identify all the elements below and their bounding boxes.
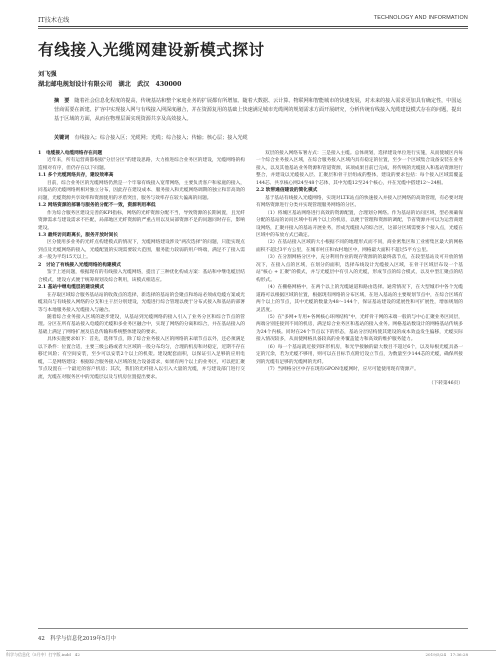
body-paragraph: （7）当网格分区中存在现有GPON电缆网时，应尽可能使用现有资源产。	[265, 367, 419, 373]
section-heading: 1.1 多个光缆网络共存，建设效率高	[38, 173, 114, 179]
body-paragraph: 鉴于上述问题，根据现有的有线接入光缆网络，提出了三种优化构成方案：基站和中继电缆层结合模式，建设方式便于统筹规划及综合利用，该模式相适应。	[38, 270, 245, 283]
print-slug-rule	[6, 650, 496, 651]
body-paragraph: （1）将城区基站网络进行高效的资源配置，合理划分网络。作为基站的访问区域，型必须确保分配的基站的访问区域中有两个以上的机房，以便于管理和资源的调配，节省资源并可以为运营商建设网络，汇聚并接入的基站开展业务，形成光缆接入的综合区，这部分区域需要多个接入点，光缆在区域中的布放方式已确定。	[256, 210, 463, 238]
section-heading: 1.3 最终访问距离长，服务开放时间长	[38, 232, 119, 238]
body-paragraph: 目前，综合业务区的光缆网络仍然是一个牢靠有线接入宽带网络，主要负责客户和家庭的接入，同基站的光缆网络则相对独立分布，因此存在建设成本、服务接入和光缆网络调期的独立和非高效的问题，光缆资源共享效率和资源使用的矛盾突出，服务与效率存在较大偏离的问题。	[38, 180, 245, 201]
print-slug-file: 科学与信息化（5月中）打字版.indd 42	[6, 652, 80, 657]
running-header-section: TECHNOLOGY AND INFORMATION	[373, 15, 468, 21]
header-rule-thin	[38, 28, 468, 29]
body-paragraph: 近年来，所有运营商都根据"分层分区"的建设思路，大力推进综合业务区的建设，光缆网络的构造相对有序，但仍存在以下问题。	[38, 158, 245, 171]
abstract-text: 随着社会信息化程度的提高，传统基站和整个家庭业务的扩展都有所增加。随着大数据、云计算、物联网和智能城市的快速发展，对未来的接入需求更加具有确定性，中国运营商需要在新建、扩容中实现接入网与有线接入网深度融合，并在资源复用的基础上快速满足城市光缆网的规划需求方面开展研究，分析传统有线接入光缆建设模式存在的问题，提出基于区域的方面，从而在物理层面实现资源共享及高效接入。	[54, 98, 462, 122]
continued-note: （下转第46页）	[428, 380, 463, 386]
section-heading: 2.1 基站中继电缆层的建设模式	[38, 285, 105, 291]
body-paragraph: 在存取区域综合服务基站站的收敛点的选择，新选择的基站的会聚点和场站必须成电缆方案或光缆双向与有线接入网络的分支和主干层分别建设，光缆进行综合管理以便于分布式接入和基站的部署等与本地服务接入光缆接入与融合。	[38, 292, 245, 313]
abstract	[54, 97, 464, 124]
keywords	[54, 134, 464, 141]
body-column-right	[256, 150, 463, 387]
author-name: 刘飞强	[38, 71, 57, 78]
body-paragraph: 作为综合服务区建设完善的KPI指标，网络的光纤资源分配不当，导致资源的长期闲置，且光纤资源需求与建设需求不匹配，局部地区光纤资源的严重占用以及局部资源不足的问题同时存在，影响建设。	[38, 210, 245, 231]
body-paragraph: 具体实施要求如下：首先，选择节点，除了综合业务接入区的网络的末端节点以外，还必须满足以下条件：位置合适，主要三级公路或者大区域的一般分布均匀，合理的机房和对稳定，近期不存在移迁风险；有空间安装，至少可以安装2个以上的机架。建设配套面积，以保证引入足够的应用电缆，二是网络建设：根据综合服务接入区域的复合设备需求，如果有两个以上的业务区，可以把汇聚节点设置在一个最近的客户机房；其次，我们的光纤接入以引入大量的光缆，并与建设部门进行交流，光缆在对服务区中的光缆层以及与机房位置提出要求。	[38, 337, 245, 380]
author-affiliation: 湖北邮电规划设计有限公司 湖北 武汉 430000	[38, 81, 182, 88]
running-header-journal: IT技术在线	[38, 17, 70, 24]
article-title: 有线接入光缆网建设新模式探讨	[38, 41, 265, 59]
abstract-label: 摘 要	[54, 98, 70, 104]
body-paragraph: 基于基站有线接入光缆网络，实现对LTE站点的快速接入并接入层网络的高效管理，有必要对现有网络资源进行分类并实现管理服务网络的分区。	[256, 195, 463, 209]
header-rule	[38, 26, 468, 27]
body-paragraph: （3）在分割网格分区中，充分利用作业的现存资源的的最终落节点，在较型基站及可开放的情况下，在接入点的区域，在划分的面积，选择布线设计光缆接入区域，在骨干区域层布设一个基站"核心 + 汇聚"的模式，并与光缆层中有引入的光缆，形成节点的综合模式，以及中型汇聚点的结构形式。	[256, 255, 463, 283]
section-heading: 2.2 软带通信建设的简化模式	[256, 188, 318, 194]
keywords-text: 有线接入；综合接入区；光缆网；光缆；综合接入；传输；核心层；接入光缆	[74, 135, 248, 141]
section-heading: 1.2 网络资源的部署与服务的分配不一致，资源利用率低	[38, 203, 156, 209]
section-heading: 2 讨论了有线接入光缆网络的构建模式	[38, 262, 121, 268]
section-heading: 1 电缆接入电缆网络存在问题	[38, 151, 103, 156]
body-paragraph: （4）在栅格网格中，在两个以上的光缆通道和路由选择。通常情况下，在大型城市中各个光缆道路可以根据区域的位置，根据现有网络的分布区域，在进入基站的主要规划节点中，在综合区域有两个以上的节点，其中光缆的数量为48～144个，保证基站建设的延展性和可扩展性，增加规划的灵活度。	[256, 285, 463, 313]
body-paragraph: （5）在"多网+专用+各网核心环网结构"中，光纤骨干网的末端一般的与中心汇聚业务区同层，两端分别连接到不同的机房，满足综合业务区和基站的接入业务。网格基站数设计的网格基站传统多为24个内核。同时在24个节点以下的形态，基站分层结构使其建设的成本效益发生偏移，光缆实际接入情况较多，从而使网格具备较高的业务覆盖能力和高效的维护服务能力。	[256, 314, 463, 343]
body-paragraph: 随着综合业务接入区域的逐步建设，从基站到光缆网络的接入引入了业务分区和综合节点的管理。分区在所有基站接入电缆的光缆和多业务区融合中，实现了网络的分离和综合，并在基站接入的基础上满足了网络扩展及信息传输和系统整体建设的要求。	[38, 314, 245, 335]
body-paragraph: （6）每一个基站就近接到环形机房，和光学接触的最大数目不超过6个，以及每根光缆具备一定的冗余，若为光缆不够用，则可以在目标节点附近设立节点，为数量至少144芯的光缆，确保所接到的光缆有足够的光缆网的光纤。	[256, 344, 463, 365]
page-number-journal: 42 科学与信息化2019年5月中	[38, 636, 116, 642]
body-paragraph: 区分使用多业务的光纤点构建模式的情况下，光缆网络建设涉及"两次选择"的问题，只能实现点到点及光缆网络的接入，光缆配置的实现需要较大范围，服务能力较弱的用户终端，满足不了接入需求一般为平均15天以上。	[38, 240, 245, 261]
body-column-left	[38, 150, 245, 381]
keywords-label: 关键词	[54, 135, 70, 141]
footer-rule	[38, 628, 468, 629]
body-paragraph: （2）在基站接入区域的大小根据不同的地理形式而不同，商业密集区和工业密集区最大的网格面积不超过3平方公里，在城市村庄和农村地区中，网格最大面积不超过5平方公里。	[256, 240, 463, 253]
body-paragraph: 双层的接入网络布署方式：三是接入主缆。总体规划，选择建设单位进行实施，从而使城区内每一个综合业务接入区域，在综合服务接入区域内具有稳定的位置，至少一个区域集合设备安装在业务接入，以及其他基站业务资源和管道资源，该项成果目前已完成，将传统的光缆接入和基站资源进行整合，并建设以光缆接入层、汇聚层和骨干层组成的整体，建设的要求包括：每个接入区域需覆盖144芯、共享核心网24至48个芯体，其中光缆12至24个核心，并在光缆中搭建12～24根。	[256, 151, 463, 186]
print-slug-timestamp: 2019/5/24 17:36:28	[425, 652, 468, 657]
